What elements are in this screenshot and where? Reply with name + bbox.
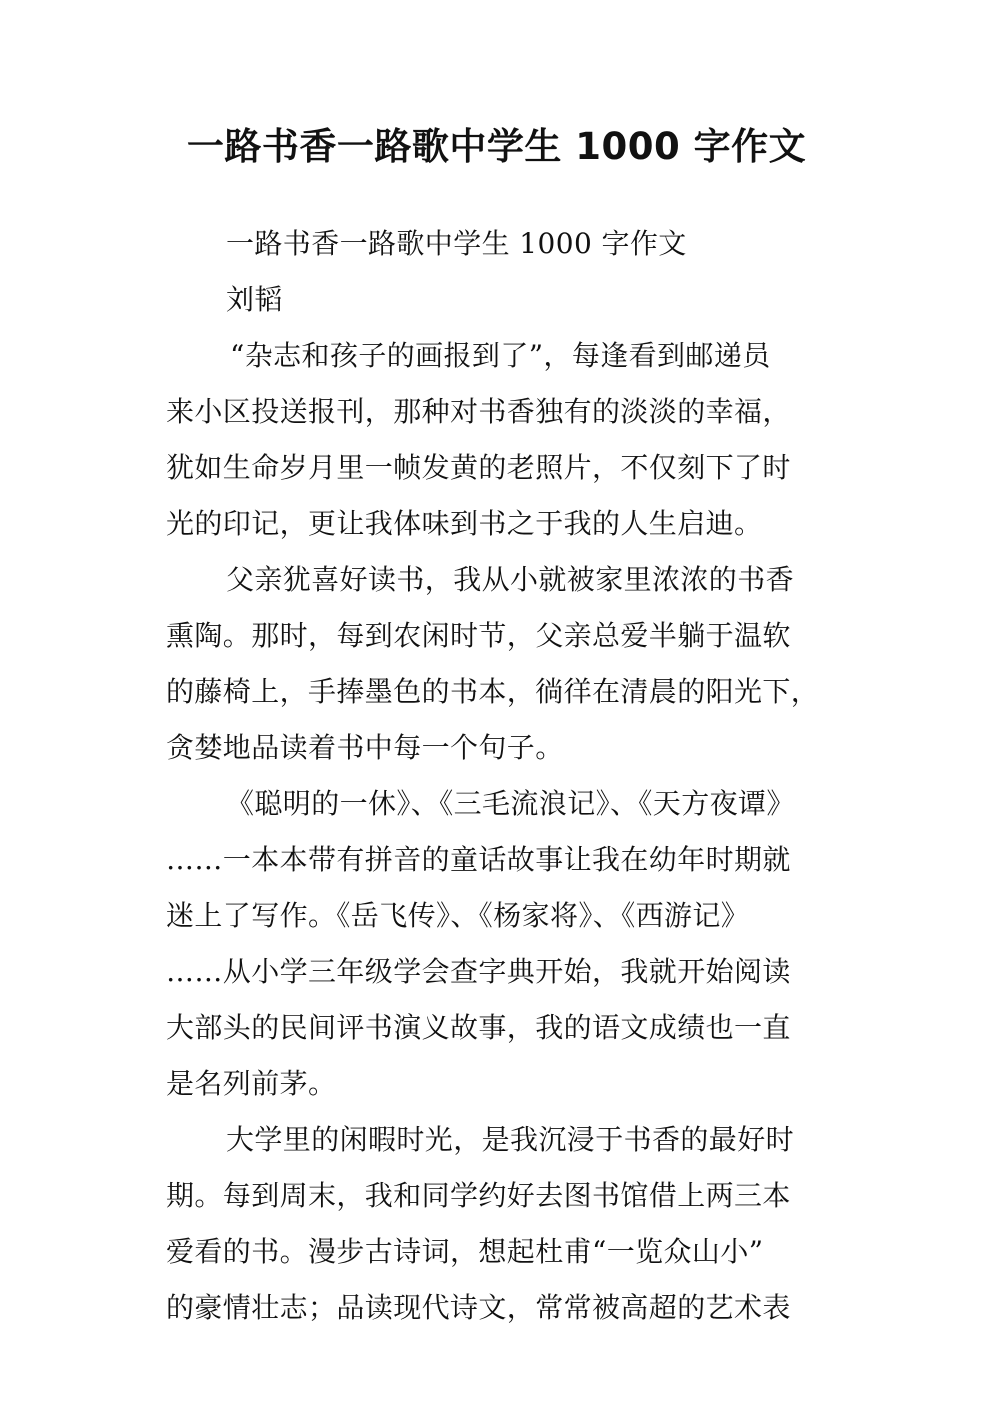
paragraph-line: 贪婪地品读着书中每一个句子。 (166, 731, 564, 764)
subtitle-line: 一路书香一路歌中学生 1000 字作文 (226, 227, 687, 260)
paragraph-line: 来小区投送报刊，那种对书香独有的淡淡的幸福， (166, 395, 791, 428)
paragraph-line: 是名列前茅。 (166, 1067, 337, 1100)
paragraph-line: 犹如生命岁月里一帧发黄的老照片，不仅刻下了时 (166, 451, 791, 484)
paragraph-line: 的豪情壮志；品读现代诗文，常常被高超的艺术表 (166, 1291, 791, 1324)
paragraph-line: 期。每到周末，我和同学约好去图书馆借上两三本 (166, 1179, 791, 1212)
paragraph-line: ……从小学三年级学会查字典开始，我就开始阅读 (166, 955, 791, 988)
paragraph-line: 大学里的闲暇时光，是我沉浸于书香的最好时 (226, 1123, 795, 1156)
document-title: 一路书香一路歌中学生 1000 字作文 (186, 125, 807, 168)
paragraph-line: 迷上了写作。《岳飞传》、《杨家将》、《西游记》 (166, 899, 750, 932)
paragraph-line: 的藤椅上，手捧墨色的书本，徜徉在清晨的阳光下， (166, 675, 820, 708)
paragraph-line: 《聪明的一休》、《三毛流浪记》、《天方夜谭》 (226, 787, 795, 820)
paragraph-line: 爱看的书。漫步古诗词，想起杜甫“一览众山小” (166, 1235, 764, 1268)
paragraph-line: 光的印记，更让我体味到书之于我的人生启迪。 (166, 507, 763, 540)
author-line: 刘韬 (226, 283, 283, 316)
paragraph-line: 父亲犹喜好读书，我从小就被家里浓浓的书香 (226, 563, 795, 596)
paragraph-line: ……一本本带有拼音的童话故事让我在幼年时期就 (166, 843, 791, 876)
paragraph-line: 熏陶。那时，每到农闲时节，父亲总爱半躺于温软 (166, 619, 791, 652)
paragraph-line: 大部头的民间评书演义故事，我的语文成绩也一直 (166, 1011, 791, 1044)
document-body (166, 216, 836, 1336)
paragraph-line: “杂志和孩子的画报到了”，每逢看到邮递员 (230, 339, 771, 372)
